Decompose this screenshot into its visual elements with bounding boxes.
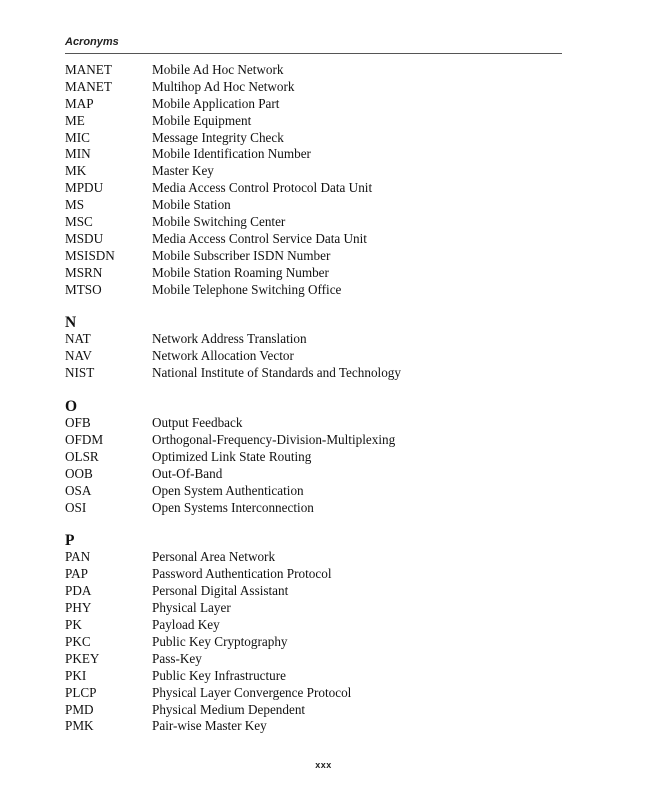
acronym-entry	[65, 96, 562, 113]
acronym-abbreviation: MANET	[65, 78, 112, 94]
section-letter: N	[65, 314, 77, 332]
acronym-entry	[65, 180, 562, 197]
acronym-entry	[65, 331, 562, 348]
acronym-expansion: Personal Area Network	[152, 549, 276, 565]
acronym-expansion: Out-Of-Band	[152, 465, 223, 481]
acronym-expansion: Media Access Control Service Data Unit	[152, 230, 367, 246]
acronym-expansion: Personal Digital Assistant	[152, 583, 289, 599]
acronym-expansion: Physical Layer	[152, 600, 231, 616]
acronym-abbreviation: MIN	[65, 146, 91, 162]
section-letter: O	[65, 398, 78, 416]
acronym-entry	[65, 668, 562, 685]
acronym-entry	[65, 566, 562, 583]
acronym-expansion: Mobile Equipment	[152, 112, 252, 128]
acronym-expansion: Mobile Telephone Switching Office	[152, 281, 342, 297]
acronym-entry	[65, 79, 562, 96]
acronym-entry	[65, 702, 562, 719]
acronym-abbreviation: OSI	[65, 499, 87, 515]
acronym-entry	[65, 348, 562, 365]
acronym-expansion: Mobile Switching Center	[152, 214, 286, 230]
acronym-abbreviation: OOB	[65, 465, 93, 481]
acronym-expansion: Pass-Key	[152, 650, 202, 666]
page-number: xxx	[315, 760, 332, 770]
acronym-expansion: Mobile Station Roaming Number	[152, 264, 329, 280]
acronym-expansion: Master Key	[152, 163, 214, 179]
acronym-expansion: Mobile Identification Number	[152, 146, 311, 162]
acronym-section	[65, 62, 562, 298]
acronym-abbreviation: PKEY	[65, 650, 100, 666]
acronym-abbreviation: OSA	[65, 482, 92, 498]
header-rule	[65, 53, 562, 54]
acronym-abbreviation: PDA	[65, 583, 92, 599]
acronym-entry	[65, 365, 562, 382]
acronym-entry	[65, 617, 562, 634]
acronym-expansion: Payload Key	[152, 617, 220, 633]
acronym-expansion: Message Integrity Check	[152, 129, 284, 145]
acronym-entry	[65, 163, 562, 180]
acronym-abbreviation: PMK	[65, 718, 94, 734]
acronym-entry	[65, 282, 562, 299]
acronym-expansion: Open System Authentication	[152, 482, 304, 498]
acronym-entry	[65, 62, 562, 79]
acronym-abbreviation: NAT	[65, 331, 91, 347]
acronym-entry	[65, 197, 562, 214]
acronym-entry	[65, 483, 562, 500]
acronym-expansion: Physical Layer Convergence Protocol	[152, 684, 352, 700]
acronym-entry	[65, 549, 562, 566]
acronym-expansion: Optimized Link State Routing	[152, 448, 312, 464]
acronym-section	[65, 532, 562, 735]
acronym-abbreviation: PAN	[65, 549, 91, 565]
acronym-abbreviation: PHY	[65, 600, 92, 616]
acronym-abbreviation: MSDU	[65, 230, 104, 246]
acronym-expansion: Mobile Station	[152, 197, 231, 213]
running-header: Acronyms	[65, 36, 119, 48]
acronym-abbreviation: ME	[65, 112, 85, 128]
acronym-expansion: Password Authentication Protocol	[152, 566, 332, 582]
acronym-entry	[65, 231, 562, 248]
acronym-expansion: Public Key Infrastructure	[152, 667, 287, 683]
acronym-abbreviation: MANET	[65, 62, 112, 77]
acronym-abbreviation: MSISDN	[65, 247, 115, 263]
acronym-section	[65, 398, 562, 516]
acronym-abbreviation: MIC	[65, 129, 90, 145]
acronym-abbreviation: NIST	[65, 365, 95, 381]
acronym-abbreviation: PMD	[65, 701, 94, 717]
acronym-abbreviation: PKC	[65, 633, 91, 649]
acronym-abbreviation: OFDM	[65, 432, 104, 448]
acronym-entry	[65, 600, 562, 617]
acronym-expansion: Mobile Subscriber ISDN Number	[152, 247, 331, 263]
acronym-expansion: Multihop Ad Hoc Network	[152, 78, 295, 94]
acronym-abbreviation: OLSR	[65, 448, 99, 464]
acronym-entry	[65, 583, 562, 600]
acronym-entry	[65, 248, 562, 265]
acronym-abbreviation: NAV	[65, 348, 92, 364]
acronym-expansion: Output Feedback	[152, 415, 243, 431]
acronym-abbreviation: MS	[65, 197, 85, 213]
acronym-abbreviation: PKI	[65, 667, 87, 683]
acronym-expansion: Mobile Ad Hoc Network	[152, 62, 284, 77]
acronym-expansion: Media Access Control Protocol Data Unit	[152, 180, 373, 196]
acronym-entry	[65, 415, 562, 432]
acronym-expansion: Network Allocation Vector	[152, 348, 294, 364]
acronym-expansion: Orthogonal-Frequency-Division-Multiplexing	[152, 432, 396, 448]
acronym-abbreviation: MPDU	[65, 180, 104, 196]
acronym-entry	[65, 500, 562, 517]
acronym-entry	[65, 214, 562, 231]
acronym-entry	[65, 651, 562, 668]
acronym-abbreviation: PK	[65, 617, 82, 633]
acronym-abbreviation: MSC	[65, 214, 93, 230]
acronym-entry	[65, 432, 562, 449]
section-letter: P	[65, 532, 75, 550]
acronym-abbreviation: OFB	[65, 415, 91, 431]
acronym-expansion: Public Key Cryptography	[152, 633, 288, 649]
acronym-expansion: Mobile Application Part	[152, 95, 280, 111]
acronym-expansion: Physical Medium Dependent	[152, 701, 306, 717]
acronym-entry	[65, 146, 562, 163]
acronym-entry	[65, 449, 562, 466]
acronym-abbreviation: PLCP	[65, 684, 97, 700]
acronym-entry	[65, 113, 562, 130]
acronym-entry	[65, 130, 562, 147]
acronym-entry	[65, 718, 562, 735]
acronym-expansion: Network Address Translation	[152, 331, 307, 347]
acronym-section	[65, 314, 562, 382]
acronym-abbreviation: MK	[65, 163, 87, 179]
acronym-expansion: Open Systems Interconnection	[152, 499, 314, 515]
acronym-entry	[65, 265, 562, 282]
acronym-entry	[65, 634, 562, 651]
acronym-list	[65, 62, 562, 735]
acronym-entry	[65, 466, 562, 483]
acronym-expansion: National Institute of Standards and Technology	[152, 365, 401, 381]
acronym-abbreviation: MTSO	[65, 281, 102, 297]
acronym-abbreviation: MSRN	[65, 264, 103, 280]
acronym-abbreviation: MAP	[65, 95, 94, 111]
acronym-abbreviation: PAP	[65, 566, 88, 582]
acronym-entry	[65, 685, 562, 702]
acronym-expansion: Pair-wise Master Key	[152, 718, 267, 734]
